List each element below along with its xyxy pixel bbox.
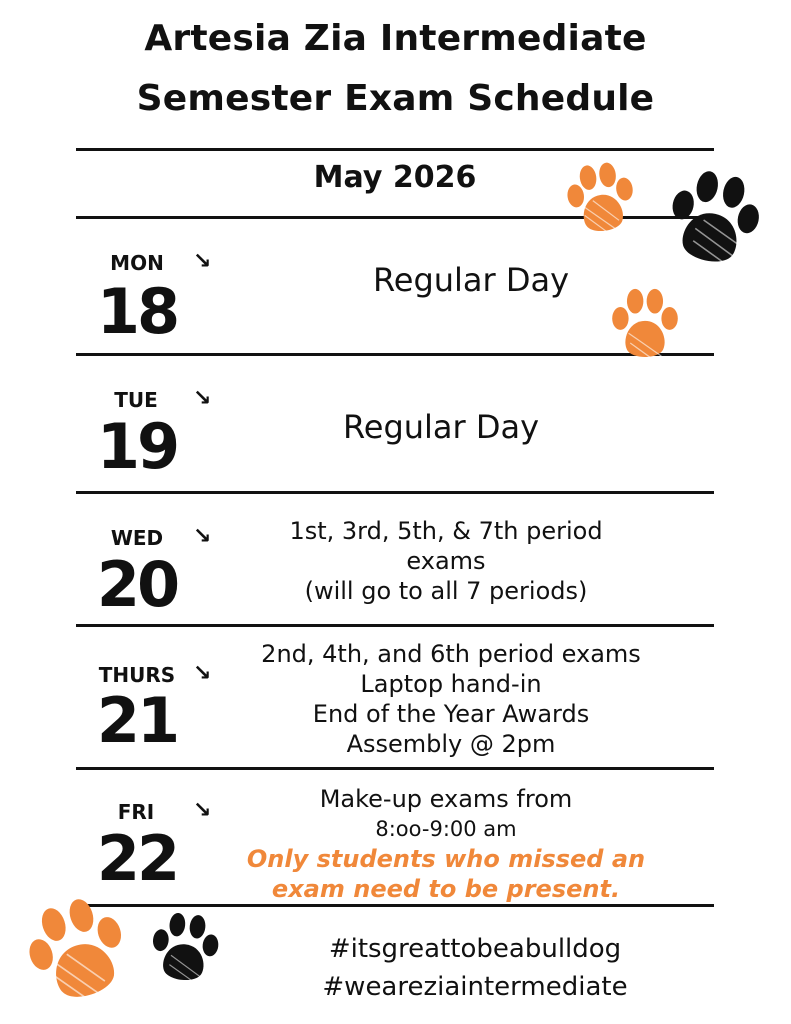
day-row-fri	[76, 770, 714, 904]
event-line: End of the Year Awards	[312, 700, 590, 728]
arrow-icon: ↘	[193, 798, 212, 823]
event-line: 1st, 3rd, 5th, & 7th period	[289, 517, 603, 545]
event-line: Regular Day	[342, 408, 540, 446]
event-description	[216, 784, 676, 904]
event-line: Assembly @ 2pm	[346, 730, 556, 758]
day-of-week: MON	[110, 251, 164, 275]
day-of-week: THURS	[98, 663, 176, 687]
event-line: 2nd, 4th, and 6th period exams	[261, 640, 641, 668]
paw-print-icon	[146, 910, 224, 988]
paw-print-icon	[662, 168, 766, 272]
divider	[76, 148, 714, 151]
hashtag: #itsgreattobeabulldog	[328, 934, 622, 964]
event-line: Laptop hand-in	[360, 670, 542, 698]
paw-print-icon	[22, 896, 134, 1008]
day-of-week: TUE	[114, 388, 158, 412]
event-line: Make-up exams from	[319, 785, 573, 813]
day-number: 20	[96, 548, 178, 621]
day-number: 21	[96, 684, 178, 757]
event-note: exam need to be present.	[271, 875, 621, 903]
title-schedule-name: Semester Exam Schedule	[136, 78, 655, 119]
event-line: (will go to all 7 periods)	[304, 577, 588, 605]
day-row-thurs	[76, 627, 714, 767]
arrow-icon: ↘	[193, 661, 212, 686]
day-number: 18	[96, 275, 178, 348]
title-school-name: Artesia Zia Intermediate	[144, 18, 647, 59]
month-heading: May 2026	[313, 160, 477, 195]
hashtag: #weareziaintermediate	[322, 972, 628, 1002]
arrow-icon: ↘	[193, 386, 212, 411]
day-row-wed	[76, 494, 714, 624]
arrow-icon: ↘	[193, 524, 212, 549]
event-line: Regular Day	[372, 261, 570, 299]
arrow-icon: ↘	[193, 249, 212, 274]
day-number: 19	[96, 410, 178, 483]
event-description	[216, 408, 666, 446]
event-description	[206, 639, 696, 759]
day-of-week: WED	[110, 526, 164, 550]
day-number: 22	[96, 822, 178, 895]
paw-print-icon	[560, 158, 642, 240]
event-line: 8:oo-9:00 am	[375, 817, 517, 841]
event-description	[221, 516, 671, 606]
day-of-week: FRI	[117, 800, 155, 824]
event-line: exams	[406, 547, 486, 575]
day-row-tue	[76, 356, 714, 491]
divider	[76, 904, 714, 907]
paw-print-icon	[604, 284, 686, 366]
event-note: Only students who missed an	[246, 845, 646, 873]
